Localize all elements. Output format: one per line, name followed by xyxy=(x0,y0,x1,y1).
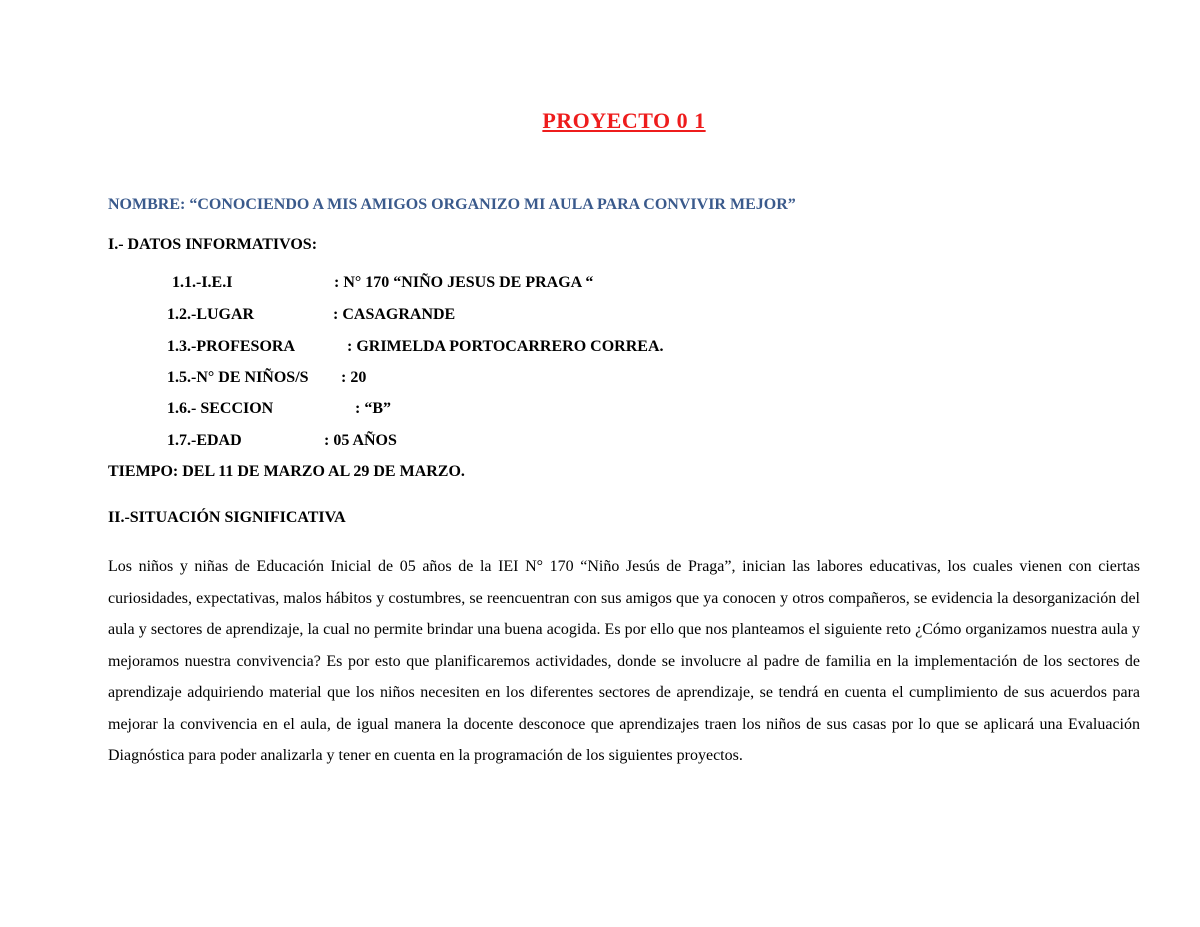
dato-value: : 20 xyxy=(341,369,367,386)
project-title: PROYECTO 0 1 xyxy=(542,108,706,133)
dato-label: 1.3.-PROFESORA xyxy=(167,338,295,355)
dato-value: : “B” xyxy=(355,400,391,417)
dato-label: 1.5.-N° DE NIÑOS/S xyxy=(167,369,309,386)
dato-value: : CASAGRANDE xyxy=(333,306,456,323)
project-name: NOMBRE: “CONOCIENDO A MIS AMIGOS ORGANIZO MI AULA PARA CONVIVIR MEJOR” xyxy=(108,196,796,213)
section-heading-datos: I.- DATOS INFORMATIVOS: xyxy=(108,236,318,253)
tiempo-line: TIEMPO: DEL 11 DE MARZO AL 29 DE MARZO. xyxy=(108,463,465,480)
section-heading-situacion: II.-SITUACIÓN SIGNIFICATIVA xyxy=(108,509,346,526)
dato-value: : 05 AÑOS xyxy=(324,432,397,449)
dato-label: 1.7.-EDAD xyxy=(167,432,242,449)
dato-value: : N° 170 “NIÑO JESUS DE PRAGA “ xyxy=(334,274,594,291)
dato-label: 1.1.-I.E.I xyxy=(172,274,233,291)
dato-label: 1.6.- SECCION xyxy=(167,400,274,417)
situacion-paragraph: Los niños y niñas de Educación Inicial de 05 años de la IEI N° 170 “Niño Jesús de Praga”, inician las labores educativas, los cuales vienen con ciertas curiosidades, expectativas, malos hábitos y costumbres, se reencuentran con sus amigos que ya conocen y otros compañeros, se evidencia la desorganización del aula y sectores de aprendizaje, la cual no permite brindar una buena acogida. Es por ello que nos planteamos el siguiente reto ¿Cómo organizamos nuestra aula y mejoramos nuestra convivencia? Es por esto que planificaremos actividades, donde se involucre al padre de familia en la implementación de los sectores de aprendizaje adquiriendo material que los niños necesiten en los diferentes sectores de aprendizaje, se tendrá en cuenta el cumplimiento de sus acuerdos para mejorar la convivencia en el aula, de igual manera la docente desconoce que aprendizajes traen los niños de sus casas por lo que se aplicará una Evaluación Diagnóstica para poder analizarla y tener en cuenta en la programación de los siguientes proyectos. xyxy=(108,558,1140,764)
dato-label: 1.2.-LUGAR xyxy=(167,306,255,323)
dato-value: : GRIMELDA PORTOCARRERO CORREA. xyxy=(347,338,664,355)
